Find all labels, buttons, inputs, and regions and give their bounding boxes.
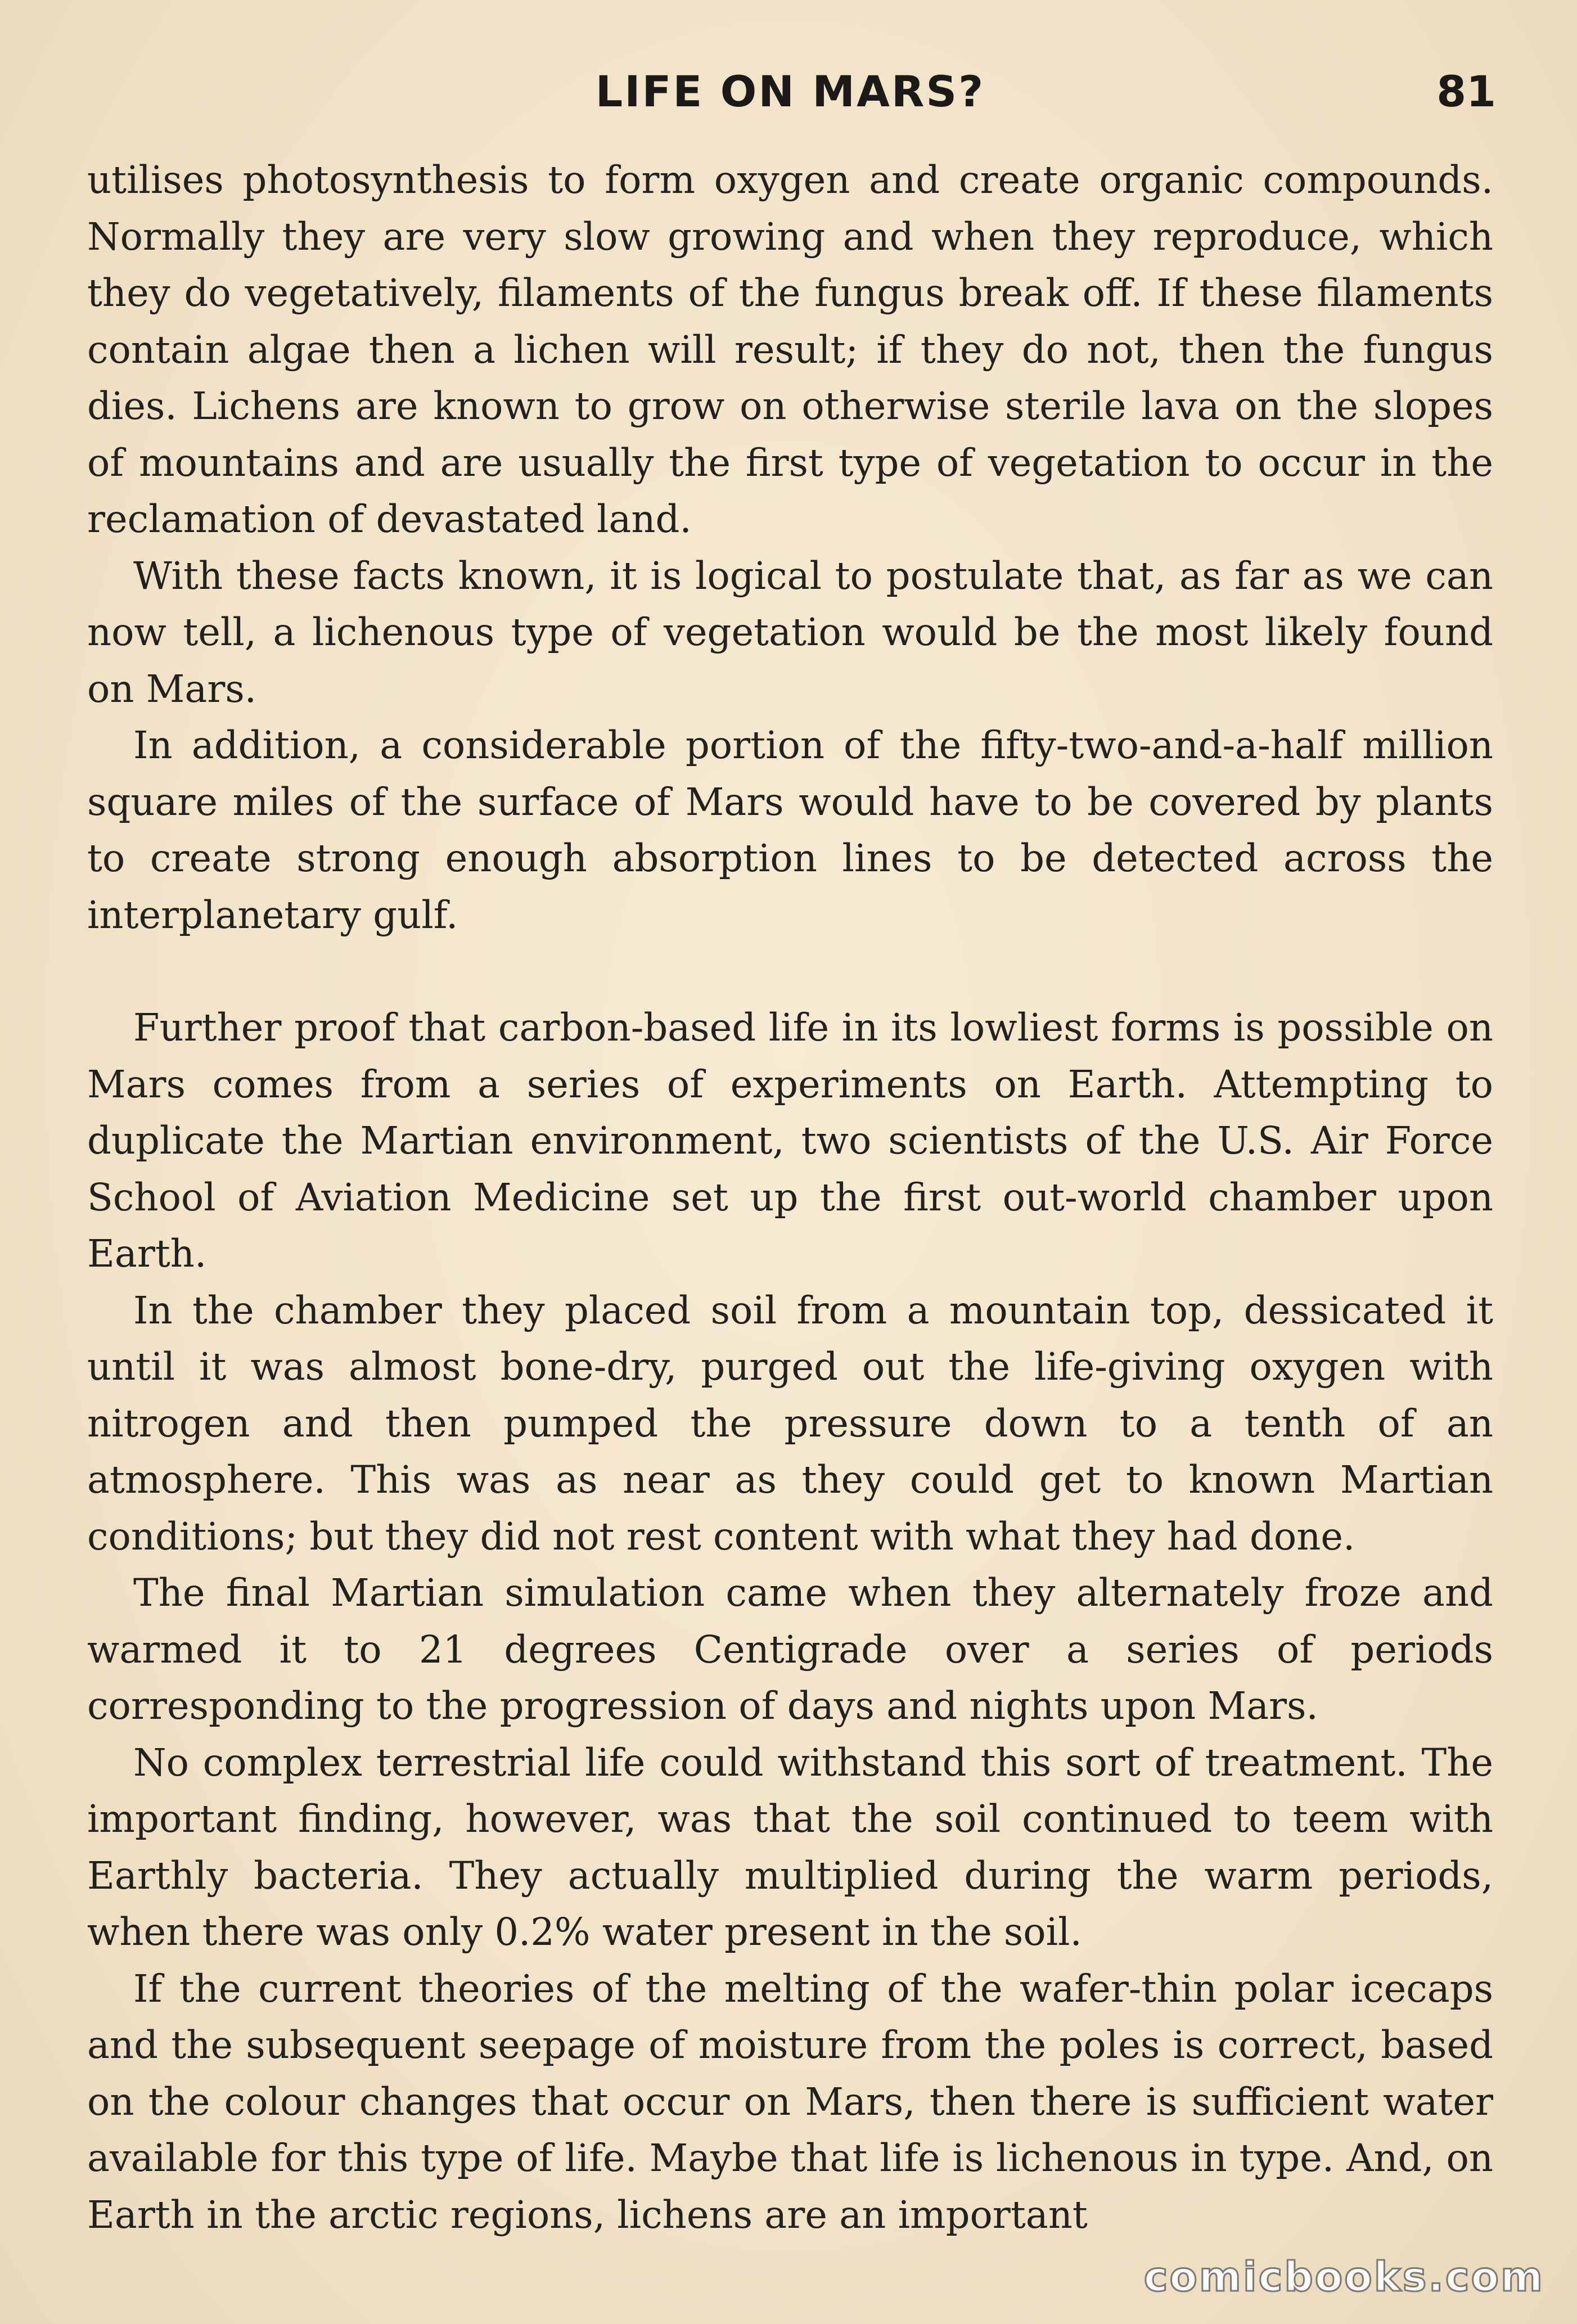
page-header [84, 66, 1496, 128]
paragraph: If the current theories of the melting of the wafer-thin polar icecaps and the subsequent seepage of moisture from the poles is correct, based on the colour changes that occur on Mars, then there is sufficient water available for this type of life. Maybe that life is lichenous in type. And, on Earth in the arctic regions, lichens are an important [87, 1966, 1493, 2237]
paragraph: The final Martian simulation came when they alternately froze and warmed it to 21 degrees Centigrade over a series of periods corresponding to the progression of days and nights upon Mars. [87, 1571, 1493, 1728]
paragraph: utilises photosynthesis to form oxygen and create organic compounds. Normally they are very slow growing and when they reproduce, which they do vegetatively, filaments of the fungus break off. If these filaments contain algae then a lichen will result; if they do not, then the fungus dies. Lichens are known to grow on otherwise sterile lava on the slopes of mountains and are usually the first type of vegetation to occur in the reclamation of devastated land. [87, 158, 1493, 541]
running-title: LIFE ON MARS? [595, 66, 985, 116]
paragraph: No complex terrestrial life could withstand this sort of treatment. The important finding, however, was that the soil continued to teem with Earthly bacteria. They actually multiplied during the warm periods, when there was only 0.2% water present in the soil. [87, 1740, 1493, 1954]
paragraph: With these facts known, it is logical to postulate that, as far as we can now tell, a lichenous type of vegetation would be the most likely found on Mars. [87, 553, 1493, 711]
paragraph: In addition, a considerable portion of the fifty-two-and-a-half million square miles of the surface of Mars would have to be covered by plants to create strong enough absorption lines to be detected across the interplanetary gulf. [87, 723, 1493, 937]
paragraph: In the chamber they placed soil from a mountain top, dessicated it until it was almost bone-dry, purged out the life-giving oxygen with nitrogen and then pumped the pressure down to a tenth of an atmosphere. This was as near as they could get to known Martian conditions; but they did not rest content with what they had done. [87, 1288, 1493, 1559]
paragraph: Further proof that carbon-based life in its lowliest forms is possible on Mars comes from a series of experiments on Earth. Attempting to duplicate the Martian environment, two scientists of the U.S. Air Force School of Aviation Medicine set up the first out-world chamber upon Earth. [87, 1006, 1493, 1276]
site-watermark: comicbooks.com [1143, 2253, 1544, 2300]
page-number: 81 [1436, 66, 1496, 116]
section-break [87, 943, 1493, 999]
body-text [87, 152, 1493, 2243]
